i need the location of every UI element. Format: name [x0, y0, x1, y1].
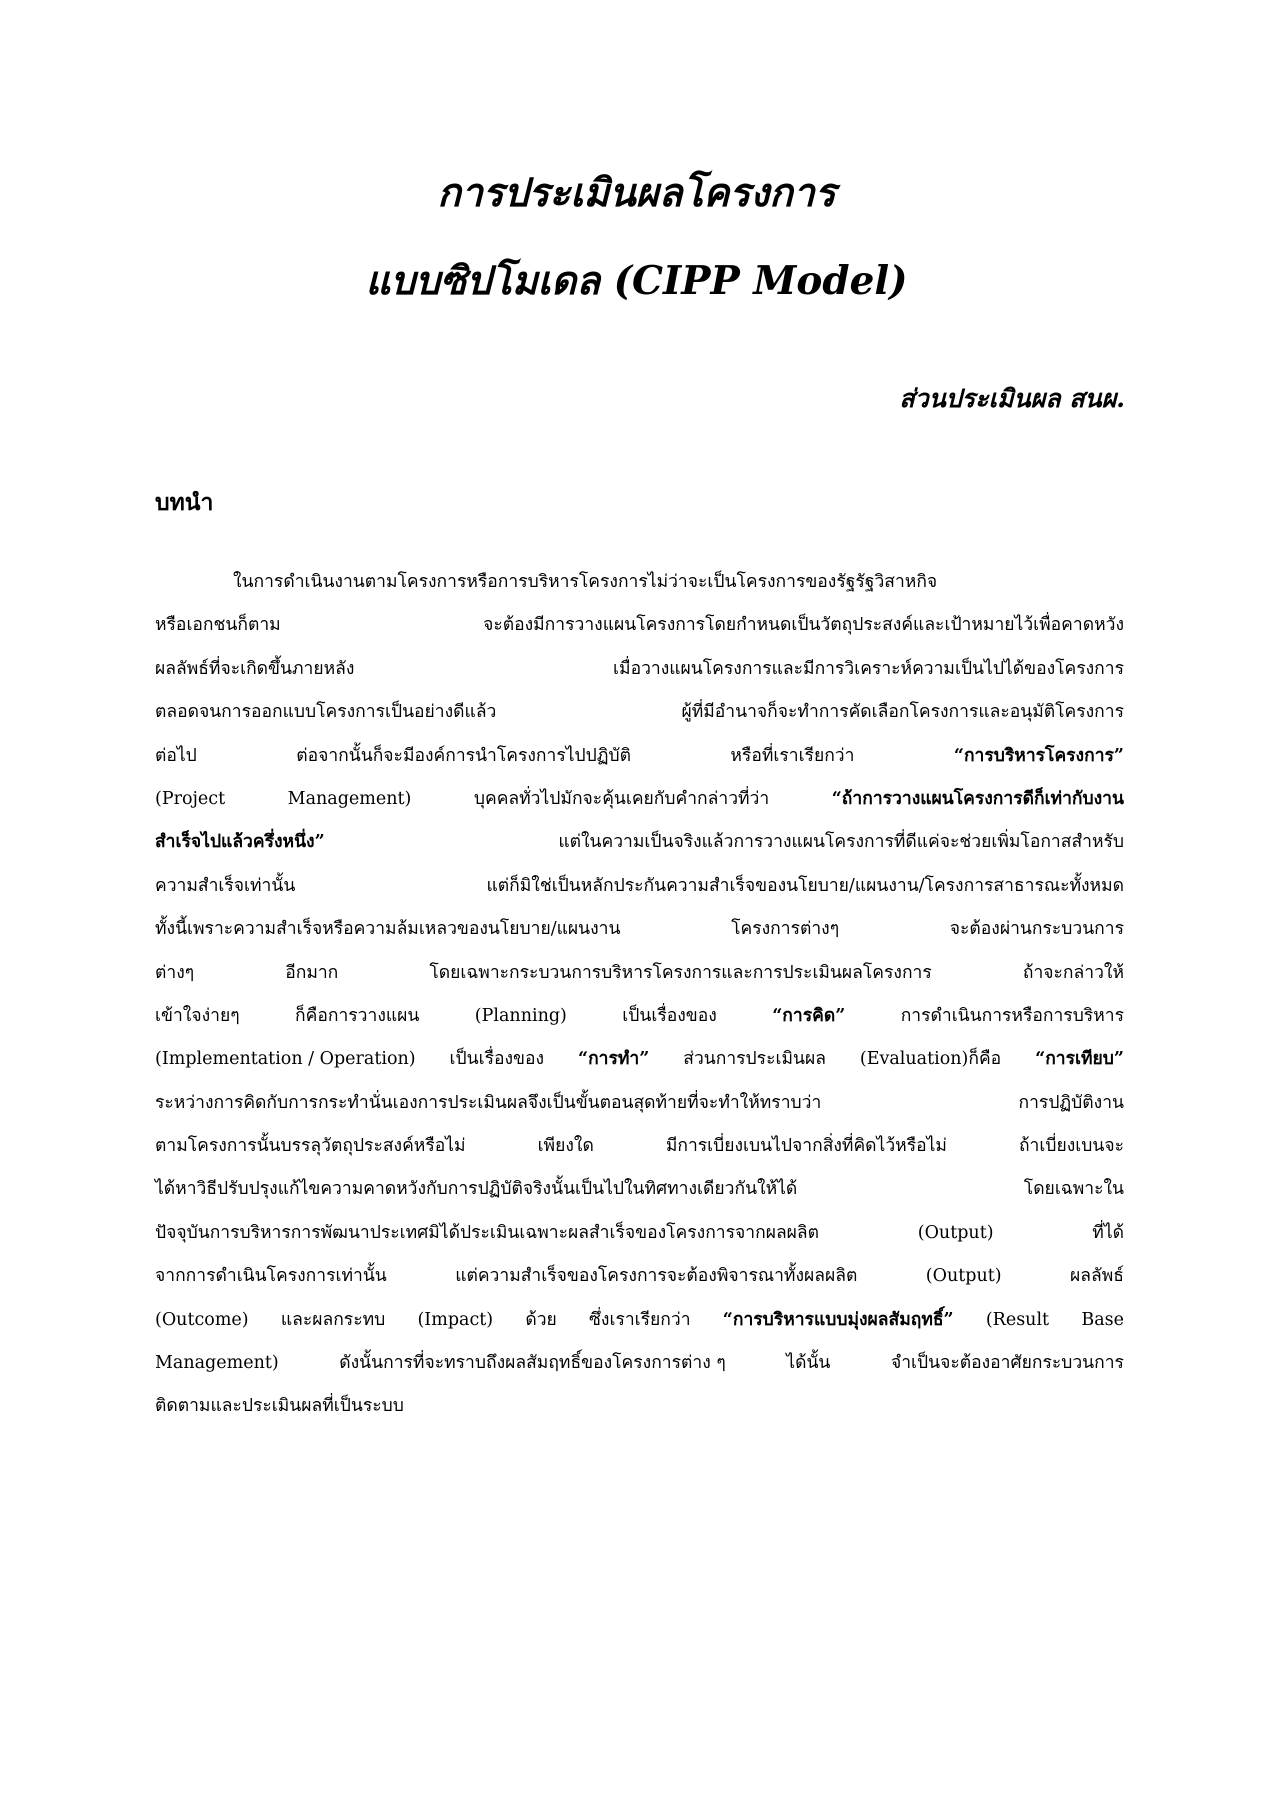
- text-segment: ดังนั้นการที่จะทราบถึงผลสัมฤทธิ์ของโครงการต่าง ๆ: [339, 1353, 726, 1374]
- text-segment: ในการดำเนินงานตามโครงการหรือการบริหารโครงการไม่ว่าจะเป็นโครงการของรัฐรัฐวิสาหกิจ: [233, 572, 938, 592]
- text-segment: ผลลัพธ์ที่จะเกิดขึ้นภายหลัง: [155, 658, 355, 679]
- text-segment: ผู้ที่มีอำนาจก็จะทำการคัดเลือกโครงการและอนุมัติโครงการ: [681, 702, 1124, 723]
- text-segment: เพียงใด: [537, 1136, 594, 1157]
- text-segment: การดำเนินการหรือการบริหาร: [900, 1005, 1124, 1026]
- text-segment: ได้นั้น: [786, 1353, 831, 1374]
- paragraph-line: [155, 1212, 1124, 1255]
- text-segment: จะต้องมีการวางแผนโครงการโดยกำหนดเป็นวัตถุประสงค์และเป้าหมายไว้เพื่อคาดหวัง: [483, 615, 1124, 636]
- text-segment: ทั้งนี้เพราะความสำเร็จหรือความล้มเหลวของนโยบาย/แผนงาน: [155, 919, 621, 940]
- text-segment: จากการดำเนินโครงการเท่านั้น: [155, 1266, 387, 1287]
- text-segment: แต่ความสำเร็จของโครงการจะต้องพิจารณาทั้งผลผลิต: [455, 1266, 858, 1287]
- text-segment: ได้หาวิธีปรับปรุงแก้ไขความคาดหวังกับการปฏิบัติจริงนั้นเป็นไปในทิศทางเดียวกันให้ได้: [155, 1179, 798, 1200]
- text-segment: ถ้าจะกล่าวให้: [1022, 962, 1124, 983]
- emphasized-text: “การบริหารแบบมุ่งผลสัมฤทธิ์”: [722, 1309, 954, 1330]
- paragraph-line: [155, 1255, 1124, 1298]
- text-segment: ต่อไป: [155, 745, 197, 766]
- paragraph-line: [155, 604, 1124, 647]
- paragraph-line: [155, 995, 1124, 1038]
- text-segment: ที่ได้: [1092, 1222, 1124, 1243]
- text-segment: โดยเฉพาะกระบวนการบริหารโครงการและการประเมินผลโครงการ: [429, 962, 932, 983]
- paragraph-line: [155, 1342, 1124, 1385]
- paragraph-line: [155, 1299, 1124, 1342]
- emphasized-text: “การบริหารโครงการ”: [953, 745, 1124, 766]
- paragraph-line: [155, 1125, 1124, 1168]
- section-heading: บทนำ: [155, 489, 214, 516]
- text-segment: เป็นเรื่องของ: [622, 1005, 717, 1026]
- text-segment: (Output): [925, 1266, 1002, 1287]
- text-segment: จะต้องผ่านกระบวนการ: [949, 919, 1124, 940]
- text-segment: (Evaluation)ก็คือ: [859, 1049, 1002, 1070]
- text-segment: เข้าใจง่ายๆ: [155, 1005, 240, 1026]
- text-segment: เมื่อวางแผนโครงการและมีการวิเคราะห์ความเป็นไปได้ของโครงการ: [613, 658, 1124, 679]
- text-segment: ผลลัพธ์: [1070, 1266, 1124, 1287]
- paragraph-line: [155, 865, 1124, 908]
- author-attribution: ส่วนประเมินผล สนผ.: [899, 384, 1125, 413]
- emphasized-text: สำเร็จไปแล้วครึ่งหนึ่ง”: [155, 832, 325, 853]
- text-segment: ส่วนการประเมินผล: [683, 1049, 826, 1070]
- text-segment: มีการเบี่ยงเบนไปจากสิ่งที่คิดไว้หรือไม่: [665, 1136, 947, 1157]
- text-segment: ระหว่างการคิดกับการกระทำนั่นเองการประเมินผลจึงเป็นขั้นตอนสุดท้ายที่จะทำให้ทราบว่า: [155, 1092, 822, 1113]
- text-segment: โครงการต่างๆ: [731, 919, 840, 940]
- document-title: [0, 168, 1273, 306]
- paragraph-line: [155, 1038, 1124, 1081]
- text-segment: ต่างๆ: [155, 962, 195, 983]
- text-segment: เป็นเรื่องของ: [449, 1049, 545, 1070]
- text-segment: Base: [1081, 1309, 1124, 1330]
- text-segment: (Impact): [417, 1309, 494, 1330]
- text-segment: ความสำเร็จเท่านั้น: [155, 875, 296, 896]
- text-segment: โดยเฉพาะใน: [1023, 1179, 1124, 1200]
- paragraph-line: [155, 778, 1124, 821]
- text-segment: Management): [287, 788, 412, 809]
- paragraph-line: [155, 821, 1124, 864]
- paragraph-line: [155, 1385, 1124, 1428]
- title-line-2: แบบซิปโมเดล (CIPP Model): [365, 258, 908, 304]
- paragraph-line: [155, 908, 1124, 951]
- text-segment: (Output): [917, 1222, 994, 1243]
- text-segment: (Project: [155, 788, 226, 809]
- emphasized-text: “การคิด”: [772, 1005, 846, 1026]
- text-segment: อีกมาก: [285, 962, 339, 983]
- paragraph-line: [155, 648, 1124, 691]
- text-segment: Management): [155, 1353, 279, 1374]
- text-segment: แต่ในความเป็นจริงแล้วการวางแผนโครงการที่ดีแค่จะช่วยเพิ่มโอกาสสำหรับ: [558, 832, 1124, 853]
- text-segment: ติดตามและประเมินผลที่เป็นระบบ: [155, 1396, 404, 1417]
- text-segment: ตลอดจนการออกแบบโครงการเป็นอย่างดีแล้ว: [155, 702, 497, 723]
- body-paragraph: [155, 561, 1124, 1429]
- paragraph-line: [155, 1168, 1124, 1211]
- paragraph-line: [155, 1082, 1124, 1125]
- paragraph-line: [155, 952, 1124, 995]
- text-segment: (Planning): [474, 1005, 567, 1026]
- emphasized-text: “การทำ”: [578, 1049, 650, 1070]
- emphasized-text: “ถ้าการวางแผนโครงการดีก็เท่ากับงาน: [831, 788, 1124, 809]
- paragraph-line: [155, 735, 1124, 778]
- text-segment: จำเป็นจะต้องอาศัยกระบวนการ: [890, 1353, 1124, 1374]
- text-segment: ด้วย: [525, 1309, 557, 1330]
- text-segment: บุคคลทั่วไปมักจะคุ้นเคยกับคำกล่าวที่ว่า: [473, 788, 770, 809]
- text-segment: (Implementation / Operation): [155, 1049, 416, 1070]
- text-segment: ต่อจากนั้นก็จะมีองค์การนำโครงการไปปฏิบัติ: [296, 745, 631, 766]
- text-segment: (Outcome): [155, 1309, 249, 1330]
- text-segment: ปัจจุบันการบริหารการพัฒนาประเทศมิได้ประเมินเฉพาะผลสำเร็จของโครงการจากผลผลิต: [155, 1222, 820, 1243]
- text-segment: การปฏิบัติงาน: [1018, 1092, 1124, 1113]
- text-segment: (Result: [985, 1309, 1050, 1330]
- paragraph-line: [155, 691, 1124, 734]
- text-segment: หรือเอกชนก็ตาม: [155, 615, 281, 636]
- title-line-1: การประเมินผลโครงการ: [437, 170, 836, 216]
- paragraph-line: [155, 561, 1124, 604]
- emphasized-text: “การเทียบ”: [1035, 1049, 1124, 1070]
- text-segment: และผลกระทบ: [280, 1309, 386, 1330]
- text-segment: แต่ก็มิใช่เป็นหลักประกันความสำเร็จของนโยบาย/แผนงาน/โครงการสาธารณะทั้งหมด: [486, 875, 1124, 896]
- text-segment: ก็คือการวางแผน: [295, 1005, 420, 1026]
- text-segment: ถ้าเบี่ยงเบนจะ: [1018, 1136, 1124, 1157]
- text-segment: ตามโครงการนั้นบรรลุวัตถุประสงค์หรือไม่: [155, 1136, 466, 1157]
- text-segment: ซึ่งเราเรียกว่า: [589, 1309, 691, 1330]
- text-segment: หรือที่เราเรียกว่า: [730, 745, 855, 766]
